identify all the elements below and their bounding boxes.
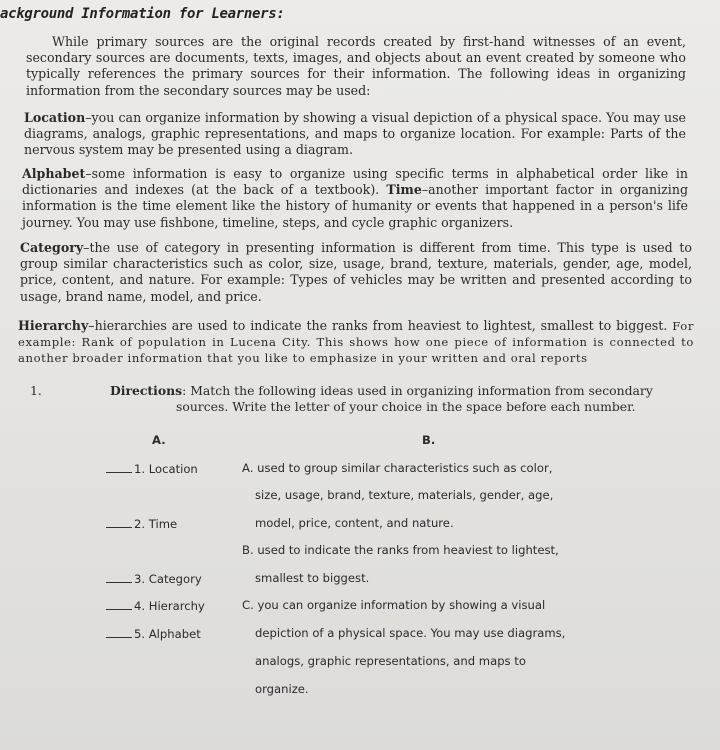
match-item — [106, 626, 201, 641]
choice-b-line-1: B. used to indicate the ranks from heaviest to lightest, — [242, 543, 559, 557]
directions-text: : Match the following ideas used in organizing information from secondary — [182, 383, 653, 398]
column-b-header: B. — [422, 433, 436, 447]
location-term: Location — [24, 110, 86, 125]
directions-line-1 — [110, 383, 690, 399]
choice-c-line-2: depiction of a physical space. You may use diagrams, — [255, 626, 566, 640]
match-item — [106, 571, 202, 586]
choice-c-line-3: analogs, graphic representations, and maps to — [255, 654, 526, 668]
answer-blank[interactable] — [106, 516, 132, 528]
item-label: 4. Hierarchy — [134, 599, 205, 613]
category-paragraph — [20, 240, 692, 305]
choice-a-line-3: model, price, content, and nature. — [255, 516, 454, 530]
item-label: 3. Category — [134, 572, 202, 586]
hierarchy-text: –hierarchies are used to indicate the ranks from heaviest to lightest, smallest to biggest. — [88, 318, 668, 333]
choice-a-line-1: A. used to group similar characteristics such as color, — [242, 461, 553, 475]
choice-a-line-2: size, usage, brand, texture, materials, gender, age, — [255, 488, 554, 502]
intro-text: While primary sources are the original records created by first-hand witnesses of an event, secondary sources are documents, texts, images, and objects about an event created by someone who typically references the primary sources for their information. The following ideas in organizing information from the secondary sources may be used: — [26, 34, 686, 98]
alphabet-term: Alphabet — [22, 166, 86, 181]
match-item — [106, 516, 177, 531]
time-term: Time — [386, 182, 422, 198]
time-text: –another important factor in organizing information is the time element like the history of humanity or events that happened in a person's life journey. You may use fishbone, timeline, steps, and cycle graphic organizers. — [22, 182, 689, 230]
section-heading: ackground Information for Learners: — [0, 6, 285, 22]
hierarchy-paragraph — [18, 318, 694, 367]
choice-c-line-4: organize. — [255, 682, 309, 696]
choice-b-line-2: smallest to biggest. — [255, 571, 370, 585]
choice-c-line-1: C. you can organize information by showing a visual — [242, 598, 546, 612]
answer-blank[interactable] — [106, 571, 132, 583]
category-text: –the use of category in presenting information is different from time. This type is used to group similar characteristics such as color, size, usage, brand, texture, materials, gender, age, model, price, content, and nature. For example: Types of vehicles may be written and presented according to usage, brand name, model, and price. — [20, 240, 692, 304]
hierarchy-term: Hierarchy — [18, 318, 89, 333]
location-paragraph — [24, 110, 686, 159]
category-term: Category — [20, 240, 84, 255]
alphabet-paragraph — [22, 166, 688, 231]
intro-paragraph — [26, 34, 686, 99]
match-item — [106, 598, 205, 613]
alphabet-text: –some information is easy to organize using specific terms in alphabetical order like in dictionaries and indexes (at the back of a textbook). — [22, 166, 688, 198]
location-text: –you can organize information by showing a visual depiction of a physical space. You may use diagrams, analogs, graphic representations, and maps to organize location. For example: Parts of the nervous system may be presented using a diagram. — [24, 110, 686, 158]
column-a-header: A. — [152, 433, 166, 447]
item-label: 5. Alphabet — [134, 627, 201, 641]
hierarchy-example-text: For example: Rank of population in Lucena City. This shows how one piece of information is connected to another broader information that you like to emphasize in your written and oral reports — [18, 319, 694, 366]
directions-label: Directions — [110, 383, 183, 398]
answer-blank[interactable] — [106, 626, 132, 638]
answer-blank[interactable] — [106, 461, 132, 473]
directions-line-2: sources. Write the letter of your choice in the space before each number. — [176, 399, 636, 414]
item-number: 1. — [30, 383, 42, 398]
item-label: 2. Time — [134, 517, 178, 531]
match-item — [106, 461, 198, 476]
answer-blank[interactable] — [106, 598, 132, 610]
item-label: 1. Location — [134, 462, 198, 476]
